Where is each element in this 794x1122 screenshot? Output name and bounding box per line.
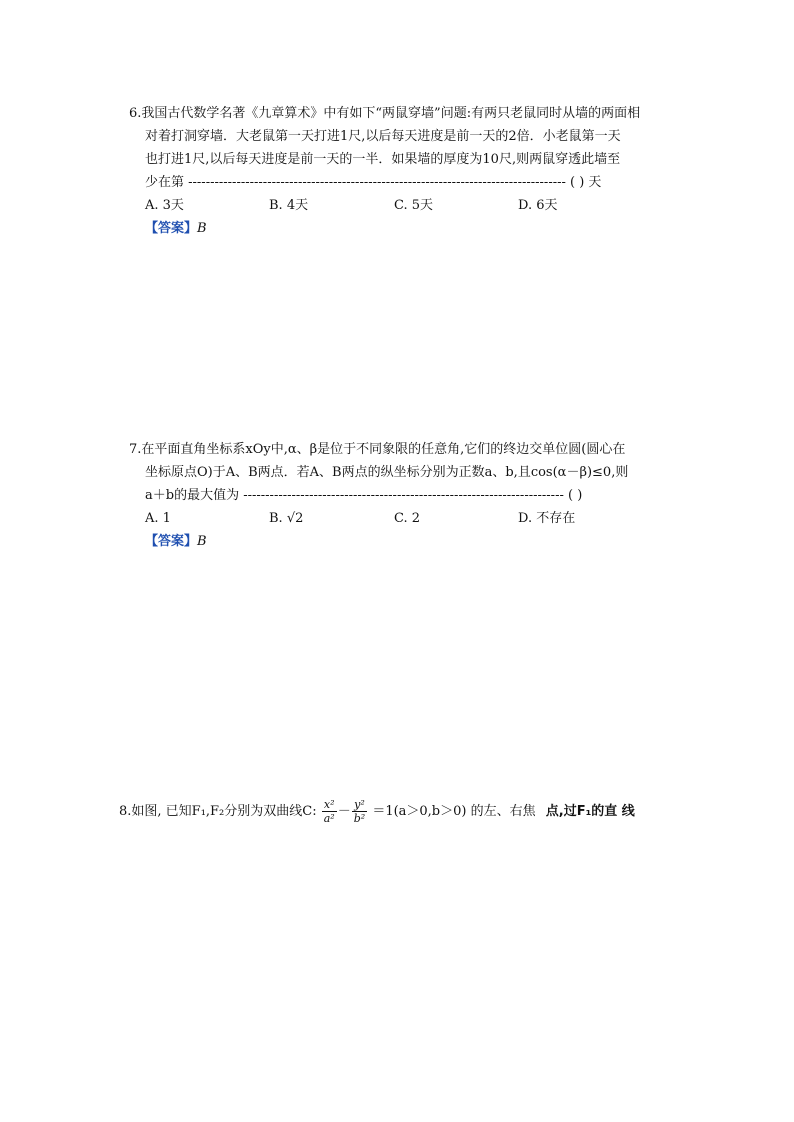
q7-choice-b: B. √2 (269, 511, 304, 526)
q6-choice-d: D. 6天 (518, 198, 558, 213)
q7-choice-c: C. 2 (394, 511, 421, 526)
q8-minus: － (337, 804, 351, 819)
q8-prefix: 8.如图, 已知F₁,F₂分别为双曲线C: (119, 804, 317, 819)
q8-fraction-x (322, 798, 337, 825)
q7-answer-tag: 【答案】 (145, 534, 198, 549)
question-6 (131, 102, 671, 240)
q7-line-3: a＋b的最大值为 ------------------------------------------------------------------------- ( ) (145, 488, 583, 503)
q6-choice-b: B. 4天 (269, 198, 309, 213)
q6-answer (131, 217, 671, 240)
q6-answer-value: B (197, 221, 207, 236)
q8-frac1-numerator: x² (322, 798, 337, 812)
q8-frac2-denominator: b² (353, 812, 366, 825)
question-7 (131, 438, 671, 553)
q6-choices (131, 194, 671, 217)
q7-answer-value: B (197, 534, 207, 549)
question-8 (119, 795, 679, 829)
q8-suffix: ＝1(a＞0,b＞0) 的左、右焦 (372, 804, 536, 819)
q7-choice-a: A. 1 (145, 511, 171, 526)
q8-tail: 点,过F₁的直 线 (545, 804, 635, 819)
q6-line-4: 少在第 -------------------------------------------------------------------------------------- ( ) 天 (145, 175, 602, 190)
q6-choice-a: A. 3天 (145, 198, 184, 213)
q7-line-2: 坐标原点O)于A、B两点．若A、B两点的纵坐标分别为正数a、b,且cos(α－β)≤0,则 (145, 465, 629, 480)
q6-line-3: 也打进1尺,以后每天进度是前一天的一半．如果墙的厚度为10尺,则两鼠穿透此墙至 (145, 152, 621, 167)
q7-line-1: 7.在平面直角坐标系xOy中,α、β是位于不同象限的任意角,它们的终边交单位圆(圆心在 (129, 442, 626, 457)
q6-line-2: 对着打洞穿墙．大老鼠第一天打进1尺,以后每天进度是前一天的2倍．小老鼠第一天 (145, 129, 621, 144)
q7-choices (131, 507, 671, 530)
q7-answer (131, 530, 671, 553)
q7-choice-d: D. 不存在 (518, 511, 576, 526)
q6-line-1: 6.我国古代数学名著《九章算术》中有如下“两鼠穿墙”问题:有两只老鼠同时从墙的两面相 (129, 106, 641, 121)
q6-choice-c: C. 5天 (394, 198, 434, 213)
q8-frac1-denominator: a² (323, 812, 335, 825)
q8-fraction-y (352, 798, 367, 825)
q6-answer-tag: 【答案】 (145, 221, 198, 236)
q8-frac2-numerator: y² (352, 798, 367, 812)
